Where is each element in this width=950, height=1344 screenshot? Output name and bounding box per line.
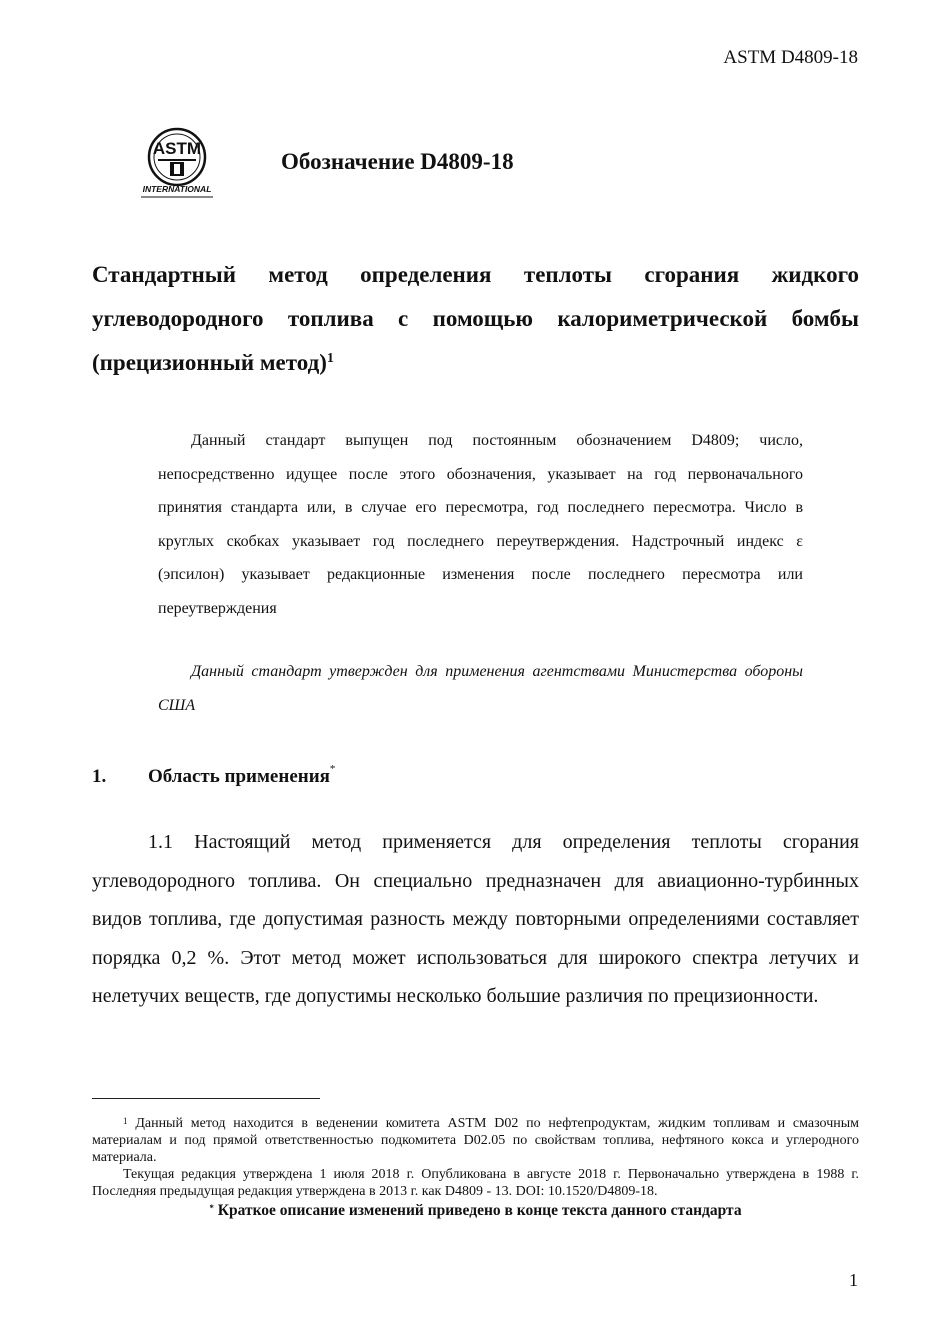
footnote-1-text: Данный метод находится в веденении комитета ASTM D02 по нефтепродуктам, жидким топливам и смазочным материалам и под прямой ответственностью подкомитета D02.05 по свойствам топлива, нефтяного кокса и углеродного материала. <box>92 1116 859 1165</box>
page-number: 1 <box>849 1270 858 1290</box>
designation-heading: Обозначение D4809-18 <box>281 149 514 174</box>
title-text: Стандартный метод определения теплоты сгорания жидкого углеводородного топлива с помощью калориметрической бомбы (прецизионный метод) <box>92 262 859 375</box>
footnote-2: Текущая редакция утверждена 1 июля 2018 г. Опубликована в августе 2018 г. Первоначально утверждена в 1988 г. Последняя предыдущая редакция утверждена в 2013 г. как D4809 - 13. DOI: 10.1520/D4809-18. <box>92 1167 859 1199</box>
footnotes <box>92 1115 859 1219</box>
document-title <box>92 253 859 385</box>
title-footnote-ref: 1 <box>326 351 334 366</box>
section-number: 1. <box>92 766 107 787</box>
header-standard-code: ASTM D4809-18 <box>723 47 858 68</box>
footnote-star-mark: * <box>209 1203 214 1213</box>
footnote-1 <box>92 1115 859 1166</box>
footnote-star <box>92 1202 859 1219</box>
dod-approval-note: Данный стандарт утвержден для применения агентствами Министерства обороны США <box>158 663 803 714</box>
astm-logo-icon <box>136 126 218 200</box>
footnote-1-mark: 1 <box>123 1116 128 1126</box>
logo-subtitle: INTERNATIONAL <box>142 184 212 194</box>
section-title: Область применения <box>148 766 330 787</box>
section-heading <box>92 763 336 788</box>
footnote-star-text: Краткое описание изменений приведено в конце текста данного стандарта <box>217 1202 742 1219</box>
designation-note: Данный стандарт выпущен под постоянным обозначением D4809; число, непосредственно идущее после этого обозначения, указывает на год первоначального принятия стандарта или, в случае его пересмотра, год последнего пересмотра. Число в круглых скобках указывает год последнего переутверждения. Надстрочный индекс ε (эпсилон) указывает редакционные изменения после последнего пересмотра или переутверждения <box>158 432 803 617</box>
logo-letters: ASTM <box>152 139 202 158</box>
section-mark: * <box>329 763 336 775</box>
astm-logo <box>136 126 218 200</box>
footnote-divider <box>92 1098 320 1099</box>
paragraph-1-1: 1.1 Настоящий метод применяется для определения теплоты сгорания углеводородного топлива. Он специально предназначен для авиационно-турбинных видов топлива, где допустимая разность между повторными определениями составляет порядка 0,2 %. Этот метод может использоваться для широкого спектра летучих и нелетучих веществ, где допустимы несколько большие различия по прецизионности. <box>92 831 859 1007</box>
